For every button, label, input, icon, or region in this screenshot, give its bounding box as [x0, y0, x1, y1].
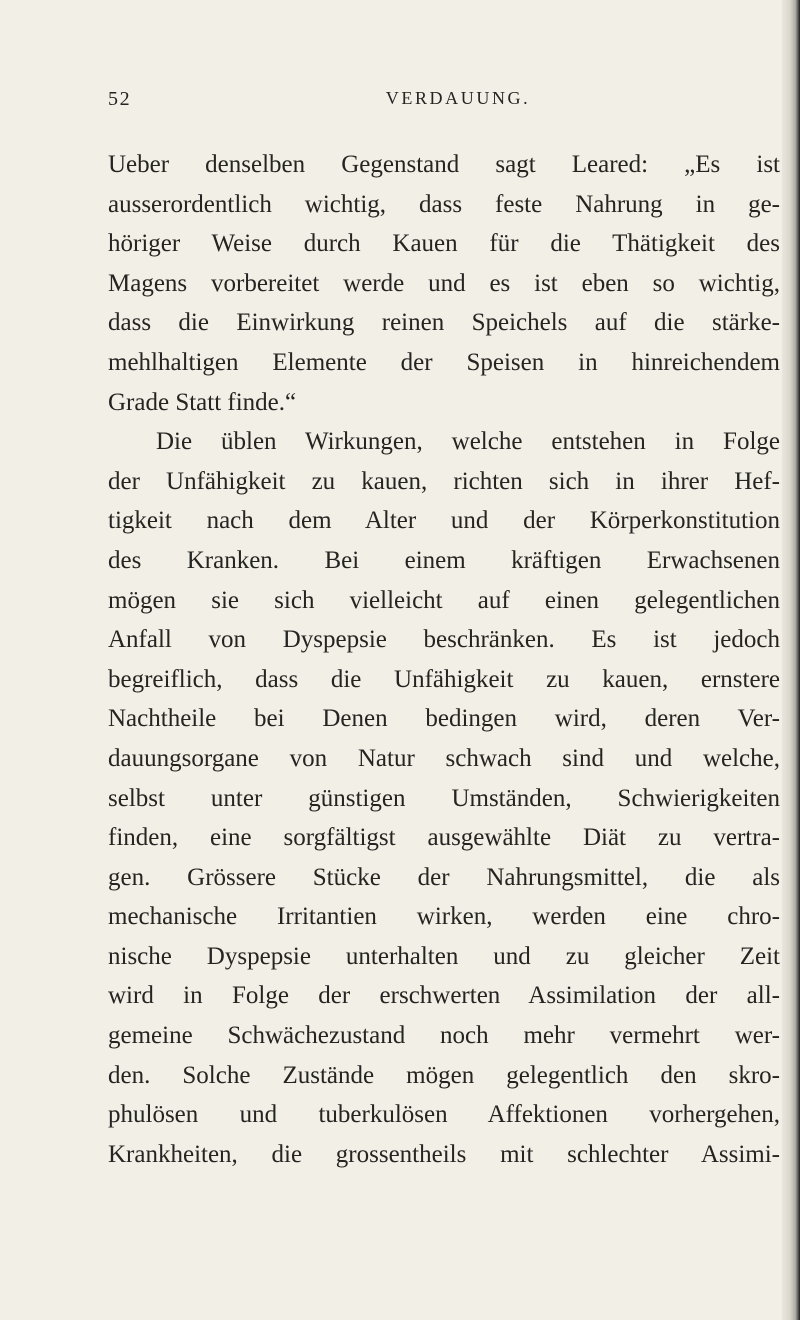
text-line: Magens vorbereitet werde und es ist eben so wichtig,: [108, 269, 780, 297]
text-line: finden, eine sorgfältigst ausgewählte Diät zu vertra-: [108, 824, 780, 852]
running-head: [108, 88, 783, 112]
text-line: den. Solche Zustände mögen gelegentlich den skro-: [108, 1061, 780, 1089]
body-text: [108, 145, 780, 1174]
text-line: Ueber denselben Gegenstand sagt Leared: „Es ist: [108, 151, 780, 178]
text-line: Krankheiten, die grossentheils mit schlechter Assimi-: [108, 1140, 780, 1168]
text-line: tigkeit nach dem Alter und der Körperkonstitution: [108, 507, 780, 535]
page-number: 52: [108, 88, 132, 110]
text-line: phulösen und tuberkulösen Affektionen vorhergehen,: [108, 1101, 780, 1129]
text-line: nische Dyspepsie unterhalten und zu gleicher Zeit: [108, 942, 780, 970]
text-line: Die üblen Wirkungen, welche entstehen in Folge: [156, 428, 780, 456]
running-title: VERDAUUNG.: [385, 88, 531, 108]
text-line: dass die Einwirkung reinen Speichels auf die stärke-: [108, 309, 780, 337]
text-line: Anfall von Dyspepsie beschränken. Es ist jedoch: [108, 626, 780, 654]
text-line: begreiflich, dass die Unfähigkeit zu kauen, ernstere: [108, 665, 780, 693]
text-line: wird in Folge der erschwerten Assimilation der all-: [108, 982, 780, 1010]
text-line: der Unfähigkeit zu kauen, richten sich in ihrer Hef-: [108, 467, 780, 495]
text-line: gemeine Schwächezustand noch mehr vermehrt wer-: [108, 1022, 780, 1050]
text-line: mehlhaltigen Elemente der Speisen in hinreichendem: [108, 348, 780, 376]
text-line: mögen sie sich vielleicht auf einen gelegentlichen: [108, 586, 780, 614]
text-line: mechanische Irritantien wirken, werden eine chro-: [108, 903, 780, 931]
text-line: höriger Weise durch Kauen für die Thätigkeit des: [108, 230, 780, 258]
text-line: selbst unter günstigen Umständen, Schwierigkeiten: [108, 784, 780, 812]
text-line: gen. Grössere Stücke der Nahrungsmittel, die als: [108, 863, 780, 891]
text-line: dauungsorgane von Natur schwach sind und welche,: [108, 744, 780, 772]
text-line: Nachtheile bei Denen bedingen wird, deren Ver-: [108, 705, 780, 733]
paragraph-1: [108, 145, 780, 422]
text-line: ausserordentlich wichtig, dass feste Nahrung in ge-: [108, 190, 780, 218]
page-edge-shadow: [782, 0, 800, 1320]
paragraph-2: [108, 422, 780, 1174]
text-line: Grade Statt finde.“: [108, 388, 297, 416]
text-line: des Kranken. Bei einem kräftigen Erwachsenen: [108, 546, 780, 574]
